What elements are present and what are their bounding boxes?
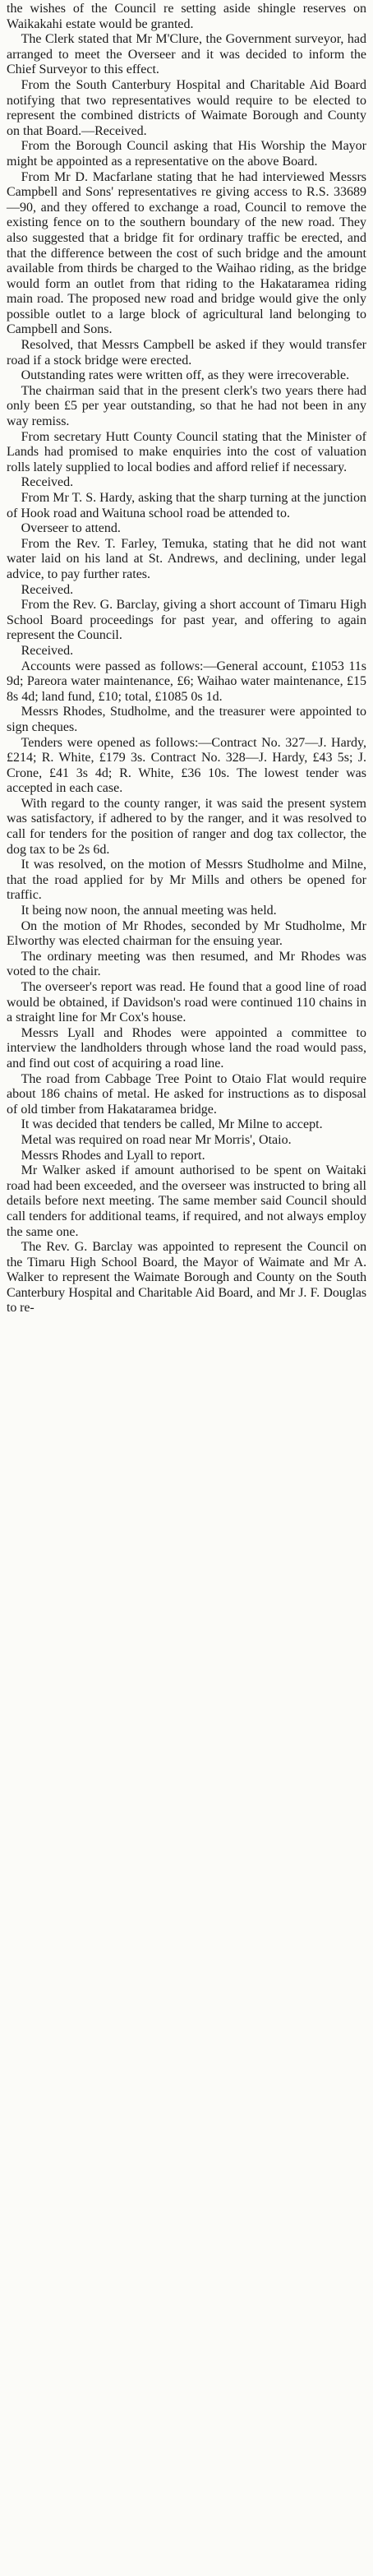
paragraph-received-2: Received. (21, 582, 74, 597)
paragraph-resolved-campbell: Resolved, that Messrs Campbell be asked if they would transfer road if a stock bridge were erected. (7, 338, 366, 368)
paragraph-macfarlane-letter: From Mr D. Macfarlane stating that he had interviewed Messrs Campbell and Sons' representatives re giving access to R.S. 33689—90, and they offered to exchange a road, Council to remove the existing fence on to the southern boundary of the new road. They also suggested that a bridge fit for ordinary traffic be erected, and that the difference between the cost of such bridge and the amount available from thirds be charged to the Waihao riding, as the bridge would form an outlet from that riding to the Hakataramea riding main road. The proposed new road and bridge would give the only possible outlet to a large block of agricultural land belonging to Campbell and Sons. (7, 169, 366, 337)
paragraph-hutt-county: From secretary Hutt County Council stating that the Minister of Lands had promised to make enquiries into the cost of valuation rolls lately supplied to local bodies and afford relief if necessary. (7, 429, 366, 474)
paragraph-mills-road: It was resolved, on the motion of Messrs Studholme and Milne, that the road applied for by Mr Mills and others be opened for traffic. (7, 858, 366, 903)
paragraph-elworthy-chairman: On the motion of Mr Rhodes, seconded by Mr Studholme, Mr Elworthy was elected chairman for the ensuing year. (7, 918, 366, 949)
paragraph-outstanding-rates: Outstanding rates were written off, as they were irrecoverable. (21, 368, 350, 383)
paragraph-lyall-rhodes-committee: Messrs Lyall and Rhodes were appointed a committee to interview the landholders through whose land the road would pass, and find out cost of acquiring a road line. (7, 1025, 366, 1071)
paragraph-received-3: Received. (21, 643, 74, 658)
paragraph-walker-waitaki: Mr Walker asked if amount authorised to be spent on Waitaki road had been exceeded, and the overseer was instructed to bring all details before next meeting. The same member said Council should call tenders for additional teams, if required, and not always employ the same one. (7, 1163, 366, 1239)
paragraph-tenders-milne: It was decided that tenders be called, Mr Milne to accept. (21, 1117, 323, 1132)
paragraph-shingle-reserves: the wishes of the Council re setting aside shingle reserves on Waikakahi estate would be granted. (7, 2, 366, 31)
paragraph-cabbage-tree-road: The road from Cabbage Tree Point to Otaio Flat would require about 186 chains of metal. He asked for instructions as to disposal of old timber from Hakataramea bridge. (7, 1071, 366, 1117)
paragraph-borough-council: From the Borough Council asking that His Worship the Mayor might be appointed as a representative on the above Board. (7, 139, 366, 169)
paragraph-tenders: Tenders were opened as follows:—Contract No. 327—J. Hardy, £214; R. White, £179 3s. Contract No. 328—J. Hardy, £43 5s; J. Crone, £41 3s 4d; R. White, £36 10s. The lowest tender was accepted in each case. (7, 735, 366, 796)
paragraph-county-ranger: With regard to the county ranger, it was said the present system was satisfactory, if adhered to by the ranger, and it was resolved to call for tenders for the position of ranger and dog tax collector, the dog tax to be 2s 6d. (7, 796, 366, 857)
paragraph-barclay-appointed: The Rev. G. Barclay was appointed to represent the Council on the Timaru High School Board, the Mayor of Waimate and Mr A. Walker to represent the Waimate Borough and County on the South Canterbury Hospital and Charitable Aid Board, and Mr J. F. Douglas to re- (7, 1240, 366, 1316)
paragraph-ordinary-meeting: The ordinary meeting was then resumed, and Mr Rhodes was voted to the chair. (7, 949, 366, 979)
paragraph-chairman-clerk: The chairman said that in the present clerk's two years there had only been £5 per year outstanding, so that he had not been in any way remiss. (7, 383, 366, 429)
paragraph-sign-cheques: Messrs Rhodes, Studholme, and the treasurer were appointed to sign cheques. (7, 705, 366, 734)
paragraph-overseer-attend: Overseer to attend. (21, 521, 121, 536)
paragraph-rhodes-lyall-report: Messrs Rhodes and Lyall to report. (21, 1148, 205, 1163)
paragraph-hospital-board: From the South Canterbury Hospital and Charitable Aid Board notifying that two representatives would require to be elected to represent the combined districts of Waimate Borough and County on that Board.—Received. (7, 77, 366, 138)
paragraph-clerk-surveyor: The Clerk stated that Mr M'Clure, the Government surveyor, had arranged to meet the Overseer and it was decided to inform the Chief Surveyor to this effect. (7, 32, 366, 77)
paragraph-hardy-letter: From Mr T. S. Hardy, asking that the sharp turning at the junction of Hook road and Waituna school road be attended to. (7, 491, 366, 520)
paragraph-farley-letter: From the Rev. T. Farley, Temuka, stating that he did not want water laid on his land at St. Andrews, and declining, under legal advice, to pay further rates. (7, 536, 366, 581)
paragraph-overseer-report: The overseer's report was read. He found that a good line of road would be obtained, if Davidson's road were continued 110 chains in a straight line for Mr Cox's house. (7, 980, 366, 1025)
paragraph-barclay-letter: From the Rev. G. Barclay, giving a short account of Timaru High School Board proceedings for past year, and offering to again represent the Council. (7, 598, 366, 643)
paragraph-metal-morris: Metal was required on road near Mr Morris', Otaio. (21, 1132, 292, 1147)
paragraph-annual-meeting: It being now noon, the annual meeting was held. (21, 904, 277, 918)
paragraph-received-1: Received. (21, 475, 74, 490)
paragraph-accounts: Accounts were passed as follows:—General account, £1053 11s 9d; Pareora water maintenance, £6; Waihao water maintenance, £15 8s 4d; land fund, £10; total, £1085 0s 1d. (7, 659, 366, 704)
